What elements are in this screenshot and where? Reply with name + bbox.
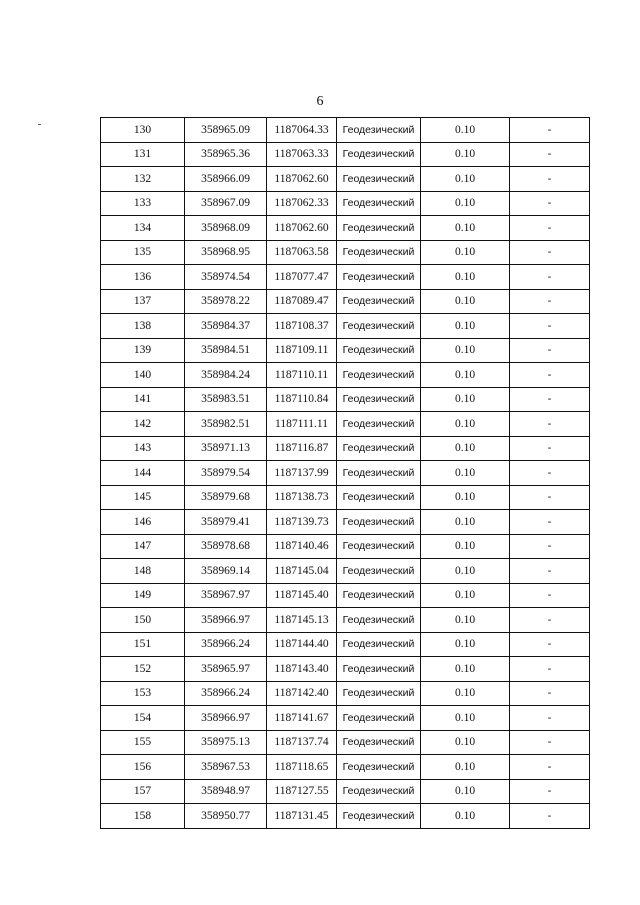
accuracy-cell: 0.10 xyxy=(421,755,510,780)
accuracy-cell: 0.10 xyxy=(421,681,510,706)
note-cell: - xyxy=(510,755,590,780)
y-coordinate-cell: 1187143.40 xyxy=(267,657,337,682)
method-cell: Геодезический xyxy=(337,804,421,829)
y-coordinate-cell: 1187145.40 xyxy=(267,583,337,608)
table-row xyxy=(101,534,590,559)
y-coordinate-cell: 1187116.87 xyxy=(267,436,337,461)
point-number-cell: 157 xyxy=(101,779,185,804)
x-coordinate-cell: 358967.53 xyxy=(185,755,267,780)
accuracy-cell: 0.10 xyxy=(421,167,510,192)
table-row xyxy=(101,338,590,363)
table-row xyxy=(101,142,590,167)
note-cell: - xyxy=(510,363,590,388)
point-number-cell: 131 xyxy=(101,142,185,167)
accuracy-cell: 0.10 xyxy=(421,265,510,290)
point-number-cell: 137 xyxy=(101,289,185,314)
y-coordinate-cell: 1187127.55 xyxy=(267,779,337,804)
point-number-cell: 136 xyxy=(101,265,185,290)
accuracy-cell: 0.10 xyxy=(421,559,510,584)
accuracy-cell: 0.10 xyxy=(421,216,510,241)
y-coordinate-cell: 1187145.13 xyxy=(267,608,337,633)
point-number-cell: 156 xyxy=(101,755,185,780)
note-cell: - xyxy=(510,681,590,706)
table-row xyxy=(101,167,590,192)
y-coordinate-cell: 1187089.47 xyxy=(267,289,337,314)
accuracy-cell: 0.10 xyxy=(421,632,510,657)
table-row xyxy=(101,412,590,437)
point-number-cell: 150 xyxy=(101,608,185,633)
table-row xyxy=(101,681,590,706)
method-cell: Геодезический xyxy=(337,338,421,363)
accuracy-cell: 0.10 xyxy=(421,142,510,167)
x-coordinate-cell: 358978.68 xyxy=(185,534,267,559)
point-number-cell: 141 xyxy=(101,387,185,412)
accuracy-cell: 0.10 xyxy=(421,730,510,755)
table-row xyxy=(101,632,590,657)
note-cell: - xyxy=(510,240,590,265)
note-cell: - xyxy=(510,118,590,143)
method-cell: Геодезический xyxy=(337,363,421,388)
method-cell: Геодезический xyxy=(337,779,421,804)
method-cell: Геодезический xyxy=(337,461,421,486)
point-number-cell: 133 xyxy=(101,191,185,216)
point-number-cell: 140 xyxy=(101,363,185,388)
x-coordinate-cell: 358968.95 xyxy=(185,240,267,265)
method-cell: Геодезический xyxy=(337,118,421,143)
note-cell: - xyxy=(510,289,590,314)
table-row xyxy=(101,436,590,461)
y-coordinate-cell: 1187144.40 xyxy=(267,632,337,657)
y-coordinate-cell: 1187131.45 xyxy=(267,804,337,829)
method-cell: Геодезический xyxy=(337,583,421,608)
note-cell: - xyxy=(510,191,590,216)
x-coordinate-cell: 358967.09 xyxy=(185,191,267,216)
y-coordinate-cell: 1187145.04 xyxy=(267,559,337,584)
point-number-cell: 143 xyxy=(101,436,185,461)
table-row xyxy=(101,657,590,682)
method-cell: Геодезический xyxy=(337,142,421,167)
x-coordinate-cell: 358984.51 xyxy=(185,338,267,363)
y-coordinate-cell: 1187137.74 xyxy=(267,730,337,755)
accuracy-cell: 0.10 xyxy=(421,706,510,731)
method-cell: Геодезический xyxy=(337,289,421,314)
note-cell: - xyxy=(510,461,590,486)
y-coordinate-cell: 1187062.33 xyxy=(267,191,337,216)
note-cell: - xyxy=(510,510,590,535)
note-cell: - xyxy=(510,534,590,559)
note-cell: - xyxy=(510,485,590,510)
x-coordinate-cell: 358984.24 xyxy=(185,363,267,388)
accuracy-cell: 0.10 xyxy=(421,436,510,461)
note-cell: - xyxy=(510,338,590,363)
x-coordinate-cell: 358979.54 xyxy=(185,461,267,486)
accuracy-cell: 0.10 xyxy=(421,314,510,339)
x-coordinate-cell: 358948.97 xyxy=(185,779,267,804)
y-coordinate-cell: 1187110.11 xyxy=(267,363,337,388)
method-cell: Геодезический xyxy=(337,510,421,535)
table-row xyxy=(101,608,590,633)
x-coordinate-cell: 358965.09 xyxy=(185,118,267,143)
x-coordinate-cell: 358969.14 xyxy=(185,559,267,584)
y-coordinate-cell: 1187109.11 xyxy=(267,338,337,363)
method-cell: Геодезический xyxy=(337,755,421,780)
accuracy-cell: 0.10 xyxy=(421,387,510,412)
point-number-cell: 130 xyxy=(101,118,185,143)
x-coordinate-cell: 358965.97 xyxy=(185,657,267,682)
x-coordinate-cell: 358983.51 xyxy=(185,387,267,412)
accuracy-cell: 0.10 xyxy=(421,534,510,559)
note-cell: - xyxy=(510,657,590,682)
point-number-cell: 139 xyxy=(101,338,185,363)
table-row xyxy=(101,387,590,412)
point-number-cell: 142 xyxy=(101,412,185,437)
x-coordinate-cell: 358965.36 xyxy=(185,142,267,167)
point-number-cell: 144 xyxy=(101,461,185,486)
accuracy-cell: 0.10 xyxy=(421,363,510,388)
accuracy-cell: 0.10 xyxy=(421,485,510,510)
method-cell: Геодезический xyxy=(337,412,421,437)
note-cell: - xyxy=(510,387,590,412)
table-row xyxy=(101,240,590,265)
accuracy-cell: 0.10 xyxy=(421,510,510,535)
accuracy-cell: 0.10 xyxy=(421,608,510,633)
table-row xyxy=(101,485,590,510)
note-cell: - xyxy=(510,559,590,584)
point-number-cell: 152 xyxy=(101,657,185,682)
table-row xyxy=(101,216,590,241)
note-cell: - xyxy=(510,779,590,804)
note-cell: - xyxy=(510,314,590,339)
y-coordinate-cell: 1187118.65 xyxy=(267,755,337,780)
point-number-cell: 158 xyxy=(101,804,185,829)
x-coordinate-cell: 358979.41 xyxy=(185,510,267,535)
y-coordinate-cell: 1187137.99 xyxy=(267,461,337,486)
y-coordinate-cell: 1187110.84 xyxy=(267,387,337,412)
accuracy-cell: 0.10 xyxy=(421,412,510,437)
x-coordinate-cell: 358950.77 xyxy=(185,804,267,829)
accuracy-cell: 0.10 xyxy=(421,583,510,608)
note-cell: - xyxy=(510,583,590,608)
y-coordinate-cell: 1187063.58 xyxy=(267,240,337,265)
point-number-cell: 138 xyxy=(101,314,185,339)
x-coordinate-cell: 358979.68 xyxy=(185,485,267,510)
y-coordinate-cell: 1187062.60 xyxy=(267,167,337,192)
y-coordinate-cell: 1187140.46 xyxy=(267,534,337,559)
note-cell: - xyxy=(510,265,590,290)
accuracy-cell: 0.10 xyxy=(421,779,510,804)
coordinates-table xyxy=(100,117,590,829)
point-number-cell: 132 xyxy=(101,167,185,192)
y-coordinate-cell: 1187064.33 xyxy=(267,118,337,143)
accuracy-cell: 0.10 xyxy=(421,289,510,314)
accuracy-cell: 0.10 xyxy=(421,461,510,486)
method-cell: Геодезический xyxy=(337,191,421,216)
y-coordinate-cell: 1187063.33 xyxy=(267,142,337,167)
method-cell: Геодезический xyxy=(337,534,421,559)
x-coordinate-cell: 358978.22 xyxy=(185,289,267,314)
x-coordinate-cell: 358974.54 xyxy=(185,265,267,290)
point-number-cell: 145 xyxy=(101,485,185,510)
x-coordinate-cell: 358984.37 xyxy=(185,314,267,339)
x-coordinate-cell: 358966.09 xyxy=(185,167,267,192)
accuracy-cell: 0.10 xyxy=(421,804,510,829)
method-cell: Геодезический xyxy=(337,436,421,461)
x-coordinate-cell: 358966.24 xyxy=(185,681,267,706)
table-row xyxy=(101,706,590,731)
method-cell: Геодезический xyxy=(337,681,421,706)
point-number-cell: 154 xyxy=(101,706,185,731)
table-row xyxy=(101,583,590,608)
accuracy-cell: 0.10 xyxy=(421,118,510,143)
table-row xyxy=(101,314,590,339)
method-cell: Геодезический xyxy=(337,240,421,265)
note-cell: - xyxy=(510,608,590,633)
method-cell: Геодезический xyxy=(337,387,421,412)
point-number-cell: 155 xyxy=(101,730,185,755)
method-cell: Геодезический xyxy=(337,314,421,339)
note-cell: - xyxy=(510,167,590,192)
note-cell: - xyxy=(510,632,590,657)
point-number-cell: 147 xyxy=(101,534,185,559)
accuracy-cell: 0.10 xyxy=(421,657,510,682)
table-row xyxy=(101,755,590,780)
y-coordinate-cell: 1187142.40 xyxy=(267,681,337,706)
point-number-cell: 148 xyxy=(101,559,185,584)
x-coordinate-cell: 358975.13 xyxy=(185,730,267,755)
note-cell: - xyxy=(510,216,590,241)
method-cell: Геодезический xyxy=(337,265,421,290)
method-cell: Геодезический xyxy=(337,706,421,731)
note-cell: - xyxy=(510,142,590,167)
margin-mark xyxy=(38,124,41,125)
x-coordinate-cell: 358966.97 xyxy=(185,706,267,731)
accuracy-cell: 0.10 xyxy=(421,191,510,216)
table-row xyxy=(101,559,590,584)
method-cell: Геодезический xyxy=(337,216,421,241)
y-coordinate-cell: 1187139.73 xyxy=(267,510,337,535)
note-cell: - xyxy=(510,804,590,829)
table-row xyxy=(101,191,590,216)
method-cell: Геодезический xyxy=(337,730,421,755)
y-coordinate-cell: 1187138.73 xyxy=(267,485,337,510)
point-number-cell: 151 xyxy=(101,632,185,657)
method-cell: Геодезический xyxy=(337,632,421,657)
table-row xyxy=(101,118,590,143)
table-row xyxy=(101,804,590,829)
x-coordinate-cell: 358982.51 xyxy=(185,412,267,437)
table-row xyxy=(101,779,590,804)
x-coordinate-cell: 358968.09 xyxy=(185,216,267,241)
point-number-cell: 146 xyxy=(101,510,185,535)
note-cell: - xyxy=(510,436,590,461)
x-coordinate-cell: 358966.97 xyxy=(185,608,267,633)
page-number: 6 xyxy=(316,94,324,109)
table-row xyxy=(101,363,590,388)
y-coordinate-cell: 1187077.47 xyxy=(267,265,337,290)
point-number-cell: 153 xyxy=(101,681,185,706)
x-coordinate-cell: 358971.13 xyxy=(185,436,267,461)
method-cell: Геодезический xyxy=(337,559,421,584)
method-cell: Геодезический xyxy=(337,608,421,633)
x-coordinate-cell: 358966.24 xyxy=(185,632,267,657)
note-cell: - xyxy=(510,706,590,731)
y-coordinate-cell: 1187108.37 xyxy=(267,314,337,339)
note-cell: - xyxy=(510,730,590,755)
table-row xyxy=(101,461,590,486)
method-cell: Геодезический xyxy=(337,657,421,682)
table-row xyxy=(101,289,590,314)
accuracy-cell: 0.10 xyxy=(421,240,510,265)
table-row xyxy=(101,730,590,755)
y-coordinate-cell: 1187141.67 xyxy=(267,706,337,731)
accuracy-cell: 0.10 xyxy=(421,338,510,363)
coordinates-table-body xyxy=(101,118,590,829)
y-coordinate-cell: 1187111.11 xyxy=(267,412,337,437)
method-cell: Геодезический xyxy=(337,485,421,510)
point-number-cell: 135 xyxy=(101,240,185,265)
y-coordinate-cell: 1187062.60 xyxy=(267,216,337,241)
point-number-cell: 149 xyxy=(101,583,185,608)
method-cell: Геодезический xyxy=(337,167,421,192)
point-number-cell: 134 xyxy=(101,216,185,241)
table-row xyxy=(101,510,590,535)
note-cell: - xyxy=(510,412,590,437)
table-row xyxy=(101,265,590,290)
x-coordinate-cell: 358967.97 xyxy=(185,583,267,608)
